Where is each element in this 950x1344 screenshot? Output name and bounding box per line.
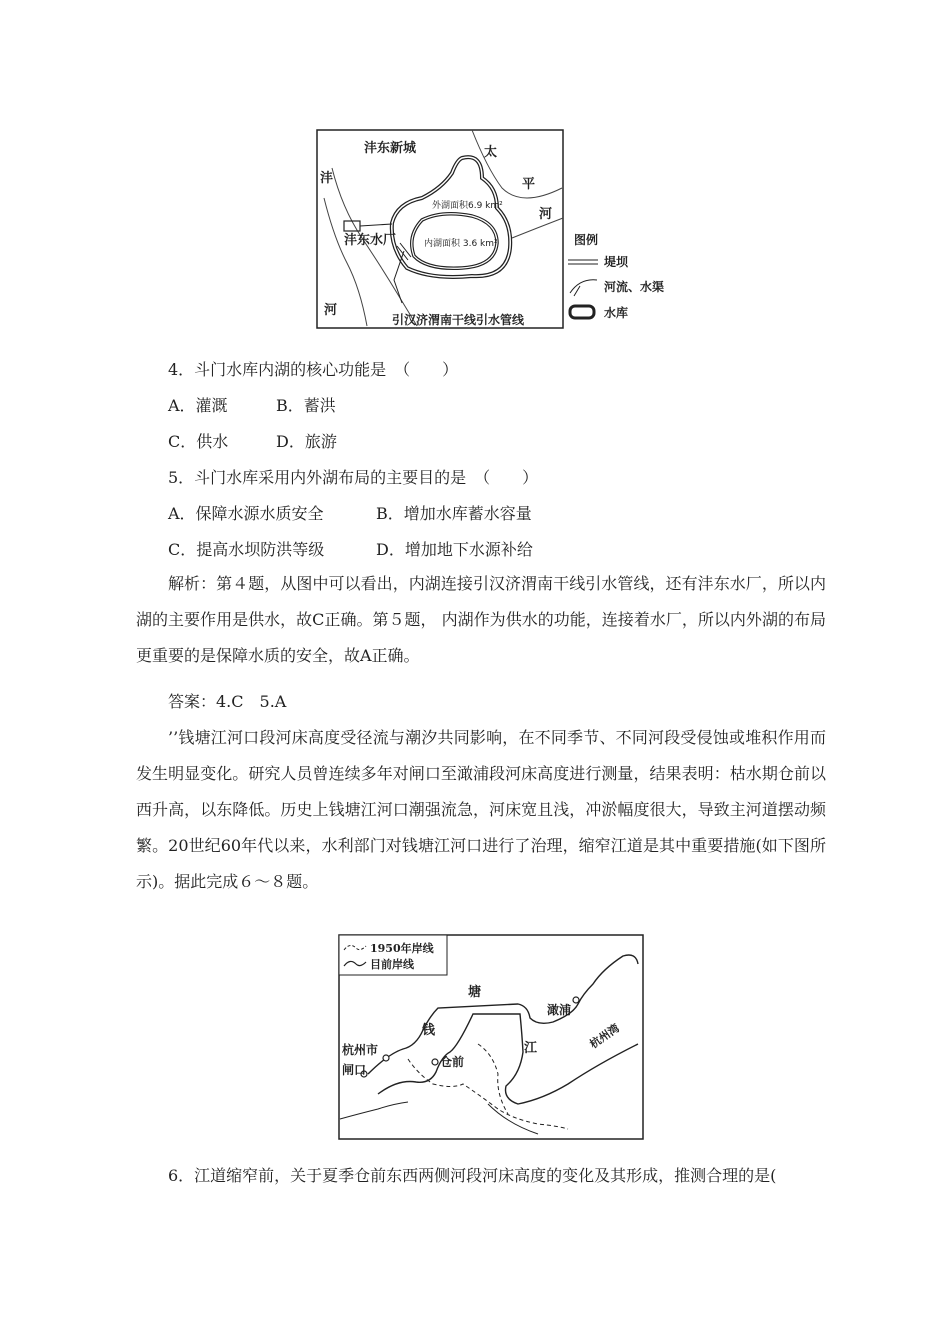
- legend-now: 目前岸线: [370, 958, 414, 971]
- label-pipeline: 引汉济渭南干线引水管线: [392, 313, 525, 327]
- label-inner-lake-area: 内湖面积 3.6 km²: [424, 239, 498, 249]
- tributary-south: [488, 1104, 538, 1134]
- label-feng: 沣: [320, 171, 334, 186]
- qiantang-map-svg: [338, 934, 644, 1140]
- label-he-left: 河: [324, 303, 338, 318]
- legend-river: 河流、水渠: [604, 280, 665, 294]
- reservoir-map: [312, 128, 712, 332]
- qiantang-map: [338, 934, 644, 1140]
- label-zhakou: 闸口: [342, 1063, 367, 1077]
- q5-stem: 5．斗门水库采用内外湖布局的主要目的是 （ ）: [168, 468, 539, 487]
- water-plant-canal: [360, 224, 392, 226]
- taiping-river-branch: [512, 218, 563, 238]
- q5-option-b: B．增加水库蓄水容量: [376, 504, 532, 523]
- shoreline-1950: [408, 1059, 568, 1129]
- label-hangzhou-bay: 杭州湾: [587, 1021, 622, 1052]
- label-feng-new-city: 沣东新城: [364, 141, 417, 156]
- taiping-river: [472, 130, 562, 198]
- label-hangzhou-city: 杭州市: [342, 1043, 379, 1057]
- legend-1950: 1950年岸线: [370, 942, 434, 955]
- q4-option-c: C．供水: [168, 432, 229, 451]
- label-qian: 钱: [422, 1023, 436, 1038]
- q4-option-d: D．旅游: [276, 432, 337, 451]
- south-shoreline-now: [378, 1014, 638, 1104]
- q5-option-d: D．增加地下水源补给: [376, 540, 533, 559]
- passage-text: ’’钱塘江河口段河床高度受径流与潮汐共同影响，在不同季节、不同河段受侵蚀或堆积作用而发生明显变化。研究人员曾连续多年对闸口至澉浦段河床高度进行测量，结果表明：枯水期仓前以西升高，以东降低。历史上钱塘江河口潮强流急，河床宽且浅，冲淤幅度很大，导致主河道摆动频繁。20世纪60年代以来，水利部门对钱塘江河口进行了治理，缩窄江道是其中重要措施(如下图所示)。据此完成６～８题。: [136, 728, 826, 891]
- label-ping: 平: [522, 177, 536, 192]
- hangzhou-marker: [383, 1055, 389, 1061]
- legend-reservoir-symbol: [570, 306, 594, 318]
- legend-title: 图例: [574, 233, 599, 247]
- ganpu-marker: [573, 997, 579, 1003]
- label-cangqian: 仓前: [440, 1055, 465, 1069]
- label-jiang: 江: [524, 1041, 538, 1056]
- q4-option-a: A．灌溉: [168, 396, 228, 415]
- q5-option-a: A．保障水源水质安全: [168, 504, 324, 523]
- cangqian-marker: [432, 1059, 438, 1065]
- label-outer-lake-area: 外湖面积6.9 km²: [432, 201, 503, 211]
- map-frame: [317, 130, 563, 328]
- water-plant-symbol: [344, 221, 360, 231]
- q4-option-b: B．蓄洪: [276, 396, 336, 415]
- q5-option-c: C．提高水坝防洪等级: [168, 540, 325, 559]
- answer-line: 答案：4.C 5.A: [168, 692, 287, 711]
- legend-river-symbol: [570, 280, 597, 296]
- label-tai: 太: [484, 145, 498, 160]
- label-water-plant: 沣东水厂: [344, 233, 397, 248]
- passage-block: [136, 720, 826, 900]
- analysis-text: 解析：第４题，从图中可以看出，内湖连接引汉济渭南干线引水管线，还有沣东水厂，所以内湖的主要作用是供水，故C正确。第５题， 内湖作为供水的功能，连接着水厂，所以内外湖的布局更重要的是保障水质的安全，故A正确。: [136, 574, 826, 665]
- analysis-block: [136, 566, 826, 674]
- legend-dam: 堤坝: [604, 255, 629, 269]
- q6-stem: 6．江道缩窄前，关于夏季仓前东西两侧河段河床高度的变化及其形成，推测合理的是(: [168, 1166, 777, 1185]
- tributary-west: [340, 1102, 408, 1119]
- legend-reservoir: 水库: [604, 306, 629, 320]
- q4-stem: 4．斗门水库内湖的核心功能是 （ ）: [168, 360, 459, 379]
- reservoir-map-svg: [312, 128, 712, 332]
- label-tang: 塘: [468, 985, 482, 1000]
- label-he-right: 河: [539, 207, 553, 222]
- label-ganpu: 澉浦: [547, 1003, 572, 1017]
- map1-legend: [568, 232, 664, 320]
